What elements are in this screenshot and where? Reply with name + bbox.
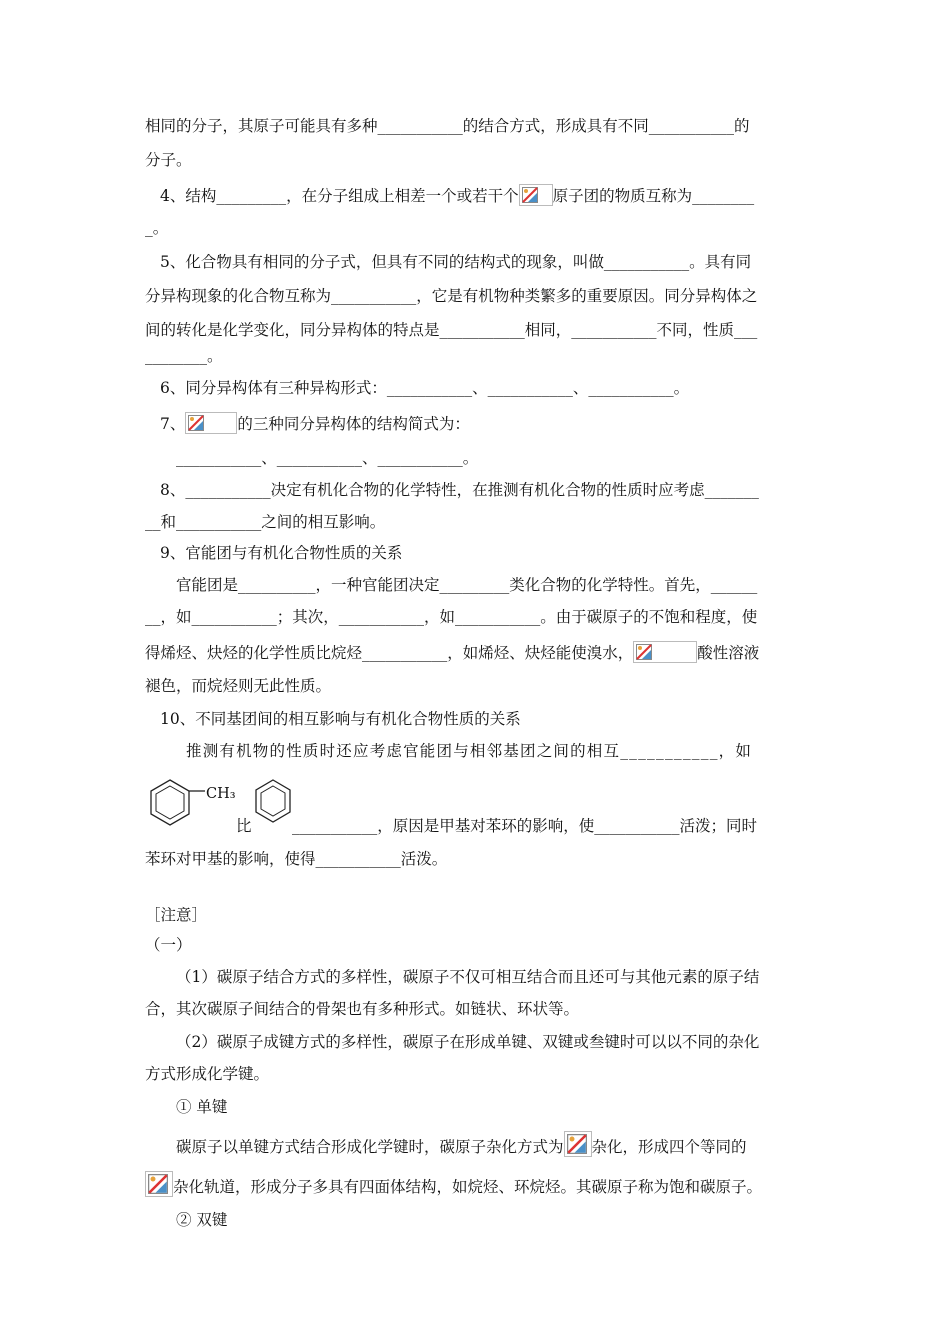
q9-line3: [145, 641, 759, 663]
q10-title: 10、不同基团间的相互影响与有机化合物性质的关系: [160, 710, 521, 728]
q8-line1: 8、___________决定有机化合物的化学特性，在推测有机化合物的性质时应考虑_______: [160, 481, 759, 499]
q5-line1: 5、化合物具有相同的分子式，但具有不同的结构式的现象，叫做___________。具有同: [160, 253, 752, 271]
q7-line2: ___________、___________、___________。: [176, 449, 479, 467]
q5-line4: ________。: [145, 347, 223, 365]
q5-line3: 间的转化是化学变化，同分异构体的特点是___________相同，___________不同，性质___: [145, 321, 758, 339]
note-p1-line2: 合，其次碳原子间结合的骨架也有多种形式。如链状、环状等。: [145, 1000, 580, 1018]
note-heading: ［注意］: [145, 906, 208, 924]
broken-image-icon: [633, 641, 697, 663]
q5-line2: 分异构现象的化合物互称为___________，它是有机物种类繁多的重要原因。同分异构体之: [145, 287, 758, 305]
note-p2-line2: 方式形成化学键。: [145, 1065, 270, 1083]
q10-line1: 推测有机物的性质时还应考虑官能团与相邻基团之间的相互___________，如: [186, 742, 753, 760]
q9-text-a: 得烯烃、炔烃的化学性质比烷烃___________，如烯烃、炔烃能使溴水，: [145, 644, 634, 662]
single-bond-line1: [176, 1131, 747, 1157]
broken-image-icon: [145, 1171, 173, 1197]
broken-image-icon: [564, 1131, 592, 1157]
benzene-structure: [252, 776, 296, 834]
q3-line2: 分子。: [145, 151, 192, 169]
q10-line3: 苯环对甲基的影响，使得___________活泼。: [145, 850, 448, 868]
note-sub: （一）: [145, 936, 192, 954]
single-bond-line2: [145, 1171, 762, 1197]
ch3-label: CH₃: [206, 786, 236, 802]
single-bond-heading: ① 单键: [176, 1098, 228, 1116]
bi-label: 比: [236, 817, 252, 835]
q7-line1: [160, 412, 470, 434]
note-p1-line1: （1）碳原子结合方式的多样性，碳原子不仅可相互结合而且还可与其他元素的原子结: [176, 968, 760, 986]
q10-line2: ___________，原因是甲基对苯环的影响，使___________活泼；同时: [292, 817, 758, 835]
q3-line1: 相同的分子，其原子可能具有多种___________的结合方式，形成具有不同___________的: [145, 117, 750, 135]
sb-text-b: 杂化，形成四个等同的: [591, 1138, 747, 1156]
q9-line1: 官能团是__________，一种官能团决定_________类化合物的化学特性。首先，______: [176, 576, 758, 594]
q9-title: 9、官能团与有机化合物性质的关系: [160, 544, 403, 562]
q4-text-b: 原子团的物质互称为________: [552, 187, 755, 205]
q7-text-a: 7、: [160, 415, 186, 433]
q9-line4: 褪色，而烷烃则无此性质。: [145, 677, 332, 695]
note-p2-line1: （2）碳原子成键方式的多样性，碳原子在形成单键、双键或叁键时可以以不同的杂化: [176, 1033, 760, 1051]
q4-line1: [160, 184, 754, 206]
double-bond-heading: ② 双键: [176, 1211, 228, 1229]
q4-text-a: 4、结构_________，在分子组成上相差一个或若干个: [160, 187, 519, 205]
q7-text-b: 的三种同分异构体的结构简式为：: [237, 415, 470, 433]
q9-text-b: 酸性溶液: [697, 644, 760, 662]
broken-image-icon: [519, 184, 553, 206]
sb-text-c: 杂化轨道，形成分子多具有四面体结构，如烷烃、环烷烃。其碳原子称为饱和碳原子。: [173, 1178, 763, 1196]
broken-image-icon: [185, 412, 237, 434]
q4-line2: _。: [145, 219, 169, 237]
q8-line2: __和___________之间的相互影响。: [145, 513, 386, 531]
q6-line: 6、同分异构体有三种异构形式：___________、___________、___________。: [160, 379, 690, 397]
sb-text-a: 碳原子以单键方式结合形成化学键时，碳原子杂化方式为: [176, 1138, 564, 1156]
q9-line2: __，如___________；其次，___________，如___________。由于碳原子的不饱和程度，使: [145, 608, 758, 626]
